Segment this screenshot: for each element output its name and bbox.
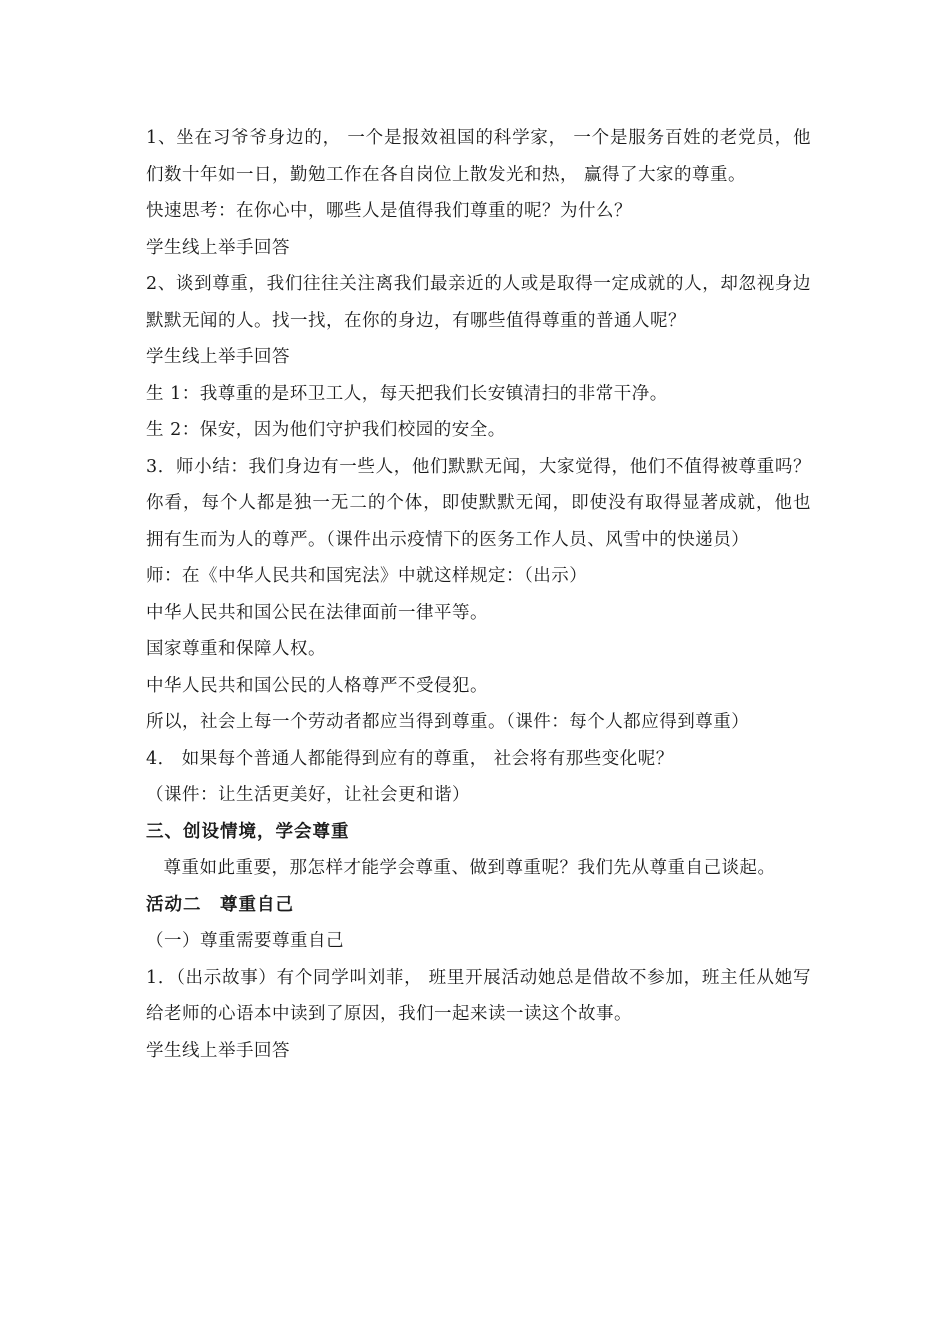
paragraph-dignity: 中华人民共和国公民的人格尊严不受侵犯。 [146, 675, 488, 696]
paragraph-equality: 中华人民共和国公民在法律面前一律平等。 [146, 602, 488, 623]
section-heading-3: 三、创设情境，学会尊重 [146, 821, 350, 842]
paragraph-courseware: （课件：让生活更美好，让社会更和谐） [146, 785, 470, 805]
paragraph-intro: 尊重如此重要，那怎样才能学会尊重、做到尊重呢？我们先从尊重自己谈起。 [163, 858, 776, 878]
paragraph-student-answer: 学生线上举手回答 [146, 237, 290, 258]
paragraph-story: 1．（出示故事）有个同学叫刘菲， 班里开展活动她总是借故不参加，班主任从她写给老师的心语本中读到了原因，我们一起来读一读这个故事。 [146, 967, 811, 1024]
paragraph-student-answer: 学生线上举手回答 [146, 1040, 290, 1061]
activity-heading-2: 活动二 尊重自己 [146, 894, 294, 915]
paragraph-3-teacher-summary: 3．师小结：我们身边有一些人，他们默默无闻，大家觉得，他们不值得被尊重吗？你看，每个人都是独一无二的个体，即使默默无闻，即使没有取得显著成就，他也拥有生而为人的尊严。（课件出示疫情下的医务工作人员、风雪中的快递员） [146, 456, 811, 550]
paragraph-quick-thinking: 快速思考：在你心中，哪些人是值得我们尊重的呢？为什么？ [146, 201, 632, 221]
document-body [146, 120, 811, 1069]
subsection-heading-1: （一）尊重需要尊重自己 [146, 931, 344, 951]
paragraph-constitution: 师：在《中华人民共和国宪法》中就这样规定：（出示） [146, 566, 588, 586]
paragraph-laborers: 所以，社会上每一个劳动者都应当得到尊重。（课件：每个人都应得到尊重） [146, 712, 750, 732]
paragraph-student-1: 生 1：我尊重的是环卫工人，每天把我们长安镇清扫的非常干净。 [146, 383, 668, 404]
paragraph-student-2: 生 2：保安，因为他们守护我们校园的安全。 [146, 420, 506, 440]
paragraph-4: 4． 如果每个普通人都能得到应有的尊重， 社会将有那些变化呢？ [146, 748, 674, 769]
paragraph-student-answer: 学生线上举手回答 [146, 347, 290, 367]
paragraph-2: 2、谈到尊重，我们往往关注离我们最亲近的人或是取得一定成就的人，却忽视身边默默无闻的人。找一找，在你的身边，有哪些值得尊重的普通人呢？ [146, 274, 811, 331]
paragraph-human-rights: 国家尊重和保障人权。 [146, 639, 326, 659]
paragraph-1: 1、坐在习爷爷身边的， 一个是报效祖国的科学家， 一个是服务百姓的老党员，他们数十年如一日，勤勉工作在各自岗位上散发光和热， 赢得了大家的尊重。 [146, 128, 811, 185]
